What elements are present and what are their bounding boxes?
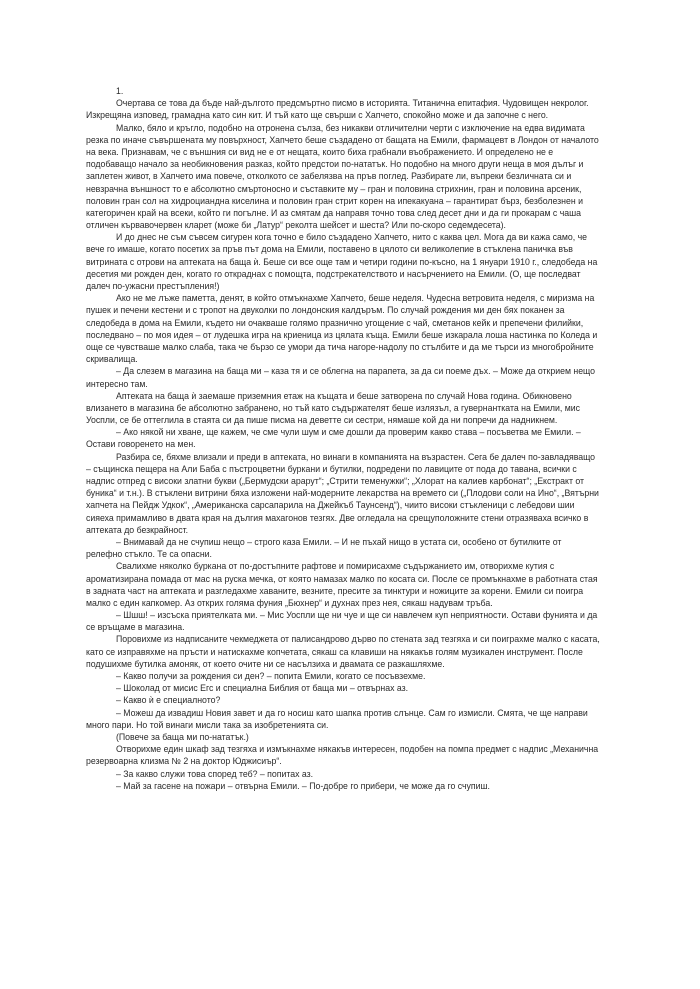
paragraph: – Шшш! – изсъска приятелката ми. – Мис Уоспли ще ни чуе и ще си навлечем куп неприятности. Остави фунията и да се връщаме в магазина. bbox=[86, 610, 598, 633]
paragraph: И до днес не съм съвсем сигурен кога точно е било създадено Хапчето, нито с каква цел. Мога да ви кажа само, че вече го имаше, когато посетих за пръв път дома на Емили, поставено в цялото си великолепие в стъклена паничка във витрината с отрови на аптеката на баща ѝ. Беше си все още там и четири години по-късно, на 1 януари 1910 г., следобеда на десетия ми рожден ден, когато го откраднах с помощта, подстрекателството и насърчението на Емили. (О, ще последват далеч по-ужасни престъпления!) bbox=[86, 232, 598, 291]
paragraph: – Шоколад от мисис Егс и специална Библия от баща ми – отвърнах аз. bbox=[116, 683, 409, 694]
paragraph: Ако не ме лъже паметта, денят, в който отмъкнахме Хапчето, беше неделя. Чудесна ветровита неделя, с миризма на пушек и печени кестени и с тропот на двуколки по лондонския калдъръм. По случай рождения ми ден бях поканен за следобеда в дома на Емили, където ни очакваше голямо празнично угощение с чай, сметанов кейк и препечени филийки, последвано – по моя идея – от лудешка игра на криеница из цялата къща. Емили беше изкарала лоша настинка по Коледа и още се чувстваше малко слаба, така че бързо се умори да тича нагоре-надолу по стълбите и да ме търси из многобройните скривалища. bbox=[86, 293, 598, 365]
paragraph: – Ако някой ни хване, ще кажем, че сме чули шум и сме дошли да проверим какво става – посъветва ме Емили. – Остави говоренето на мен. bbox=[86, 427, 581, 450]
paragraph: – Какво получи за рождения си ден? – попита Емили, когато се посъвзехме. bbox=[116, 671, 426, 681]
paragraph: – За какво служи това според теб? – попитах аз. bbox=[116, 768, 314, 779]
paragraph: (Повече за баща ми по-нататък.) bbox=[116, 731, 249, 742]
paragraph: – Можеш да извадиш Новия завет и да го носиш като шапка против слънце. Сам го измисли. Смята, че ще направи много пари. Но той винаги мисли така за изобретенията си. bbox=[86, 707, 588, 730]
paragraph: Аптеката на баща ѝ заемаше приземния етаж на къщата и беше затворена по случай Нова година. Обикновено влизането в магазина бе абсолютно забранено, но тъй като съдържателят беше излязъл, а гувернантката на Емили, мис Уоспли, се бе оттеглила в стаята си да пише писма на деветте си сестри, нямаше кой да ни попречи да надникнем. bbox=[86, 390, 580, 426]
paragraph: Разбира се, бяхме влизали и преди в аптеката, но винаги в компанията на възрастен. Сега бе далеч по-завладяващо – същинска пещера на Али Баба с пъстроцветни буркани и бутилки, подредени по лавиците от пода до тавана, всички с надпис отпред с високи златни букви („Бермудски арарут“; „Стрити теменужки“; „Хлорат на калиев карбонат“; „Екстракт от буника“ и т.н.). В стъклени витрини бяха изложени най-модерните лекарства на времето си („Плодови соли на Ино“, „Вятърни хапчета на Пейдж Удкок“, „Американска сарсапарила на Джейкъб Таунсенд“), чиито високи стъкленици с лебедови шии сияеха примамливо в двата края на дългия махагонов тезгях. Две огледала на срещуположните стени отразяваха всичко в аптеката до безкрайност. bbox=[86, 451, 599, 535]
paragraph: – Май за гасене на пожари – отвърна Емили. – По-добре го прибери, че може да го счупиш. bbox=[116, 780, 490, 791]
paragraph: – Какво ѝ е специалното? bbox=[116, 695, 221, 706]
paragraph: – Внимавай да не счупиш нещо – строго каза Емили. – И не пъхай нищо в устата си, особено от бутилките от релефно стъкло. Те са опасни. bbox=[86, 536, 562, 560]
chapter-number: 1. bbox=[116, 86, 124, 96]
paragraph: Свалихме няколко буркана от по-достъпните рафтове и помирисахме съдържанието им, отворихме кутия с ароматизирана помада от мас на руска мечка, от която намазах малко по косата си. После се промъкнахме в работната стая в задната част на аптеката и разгледахме хаваните, везните, пресите за тинктури и ножиците за корени. Емили си поигра малко с един капкомер. Аз открих голяма фуния „Бюхнер“ и духнах през нея, сякаш надувам тръба. bbox=[86, 561, 598, 608]
paragraph: Поровихме из надписаните чекмеджета от палисандрово дърво по стената зад тезгяха и си поиграхме малко с касата, като се изправяхме на пръсти и натискахме копчетата, сякаш са клавиши на някакъв голям музикален инструмент. После подушихме бутилка амоняк, от което очите ни се насълзиха и двамата се разкашляхме. bbox=[86, 634, 600, 669]
paragraph: – Да слезем в магазина на баща ми – каза тя и се облегна на парапета, за да си поеме дъх. – Може да открием нещо интересно там. bbox=[86, 366, 595, 389]
paragraph: Очертава се това да бъде най-дългото предсмъртно писмо в историята. Титанична епитафия. Чудовищен некролог. Изкрещяна изповед, грамадна като син кит. И тъй като ще свърши с Хапчето, спокойно може и да започне с него. bbox=[86, 98, 589, 121]
paragraph: Отворихме един шкаф зад тезгяха и измъкнахме някакъв интересен, подобен на помпа предмет с надпис „Механична резервоарна клизма № 2 на доктор Юджисиър“. bbox=[86, 744, 599, 767]
paragraph: Малко, бяло и кръгло, подобно на отронена сълза, без никакви отличителни черти с изключение на едва видимата резка по иначе съвършената му повърхност, Хапчето беше създадено от бащата на Емили, фармацевт в Лондон от началото на века. Признавам, че с външния си вид не е от нещата, които биха грабнали въображението. И определено не е подобаващо начало за необикновения разказ, който предстои по-нататък. Но подобно на много други неща в моя дълъг и заплетен живот, в Хапчето има повече, отколкото се забелязва на пръв поглед. Разбирате ли, въпреки безличната си и невзрачна външност то е абсолютно смъртоносно и съставките му – гран и половина стрихнин, гран и половина арсеник, половин гран сол на хидроциандна киселина и половин гран стрит корен на ипекакуана – гарантират бърз, безболезнен и категоричен край на всеки, който ги погълне. И аз смятам да направя точно това след десет дни и да ги прокарам с чаша отличен кървавочервен кларет (може би „Латур“ реколта шейсет и шеста? Или по-скоро седемдесета). bbox=[86, 122, 599, 231]
